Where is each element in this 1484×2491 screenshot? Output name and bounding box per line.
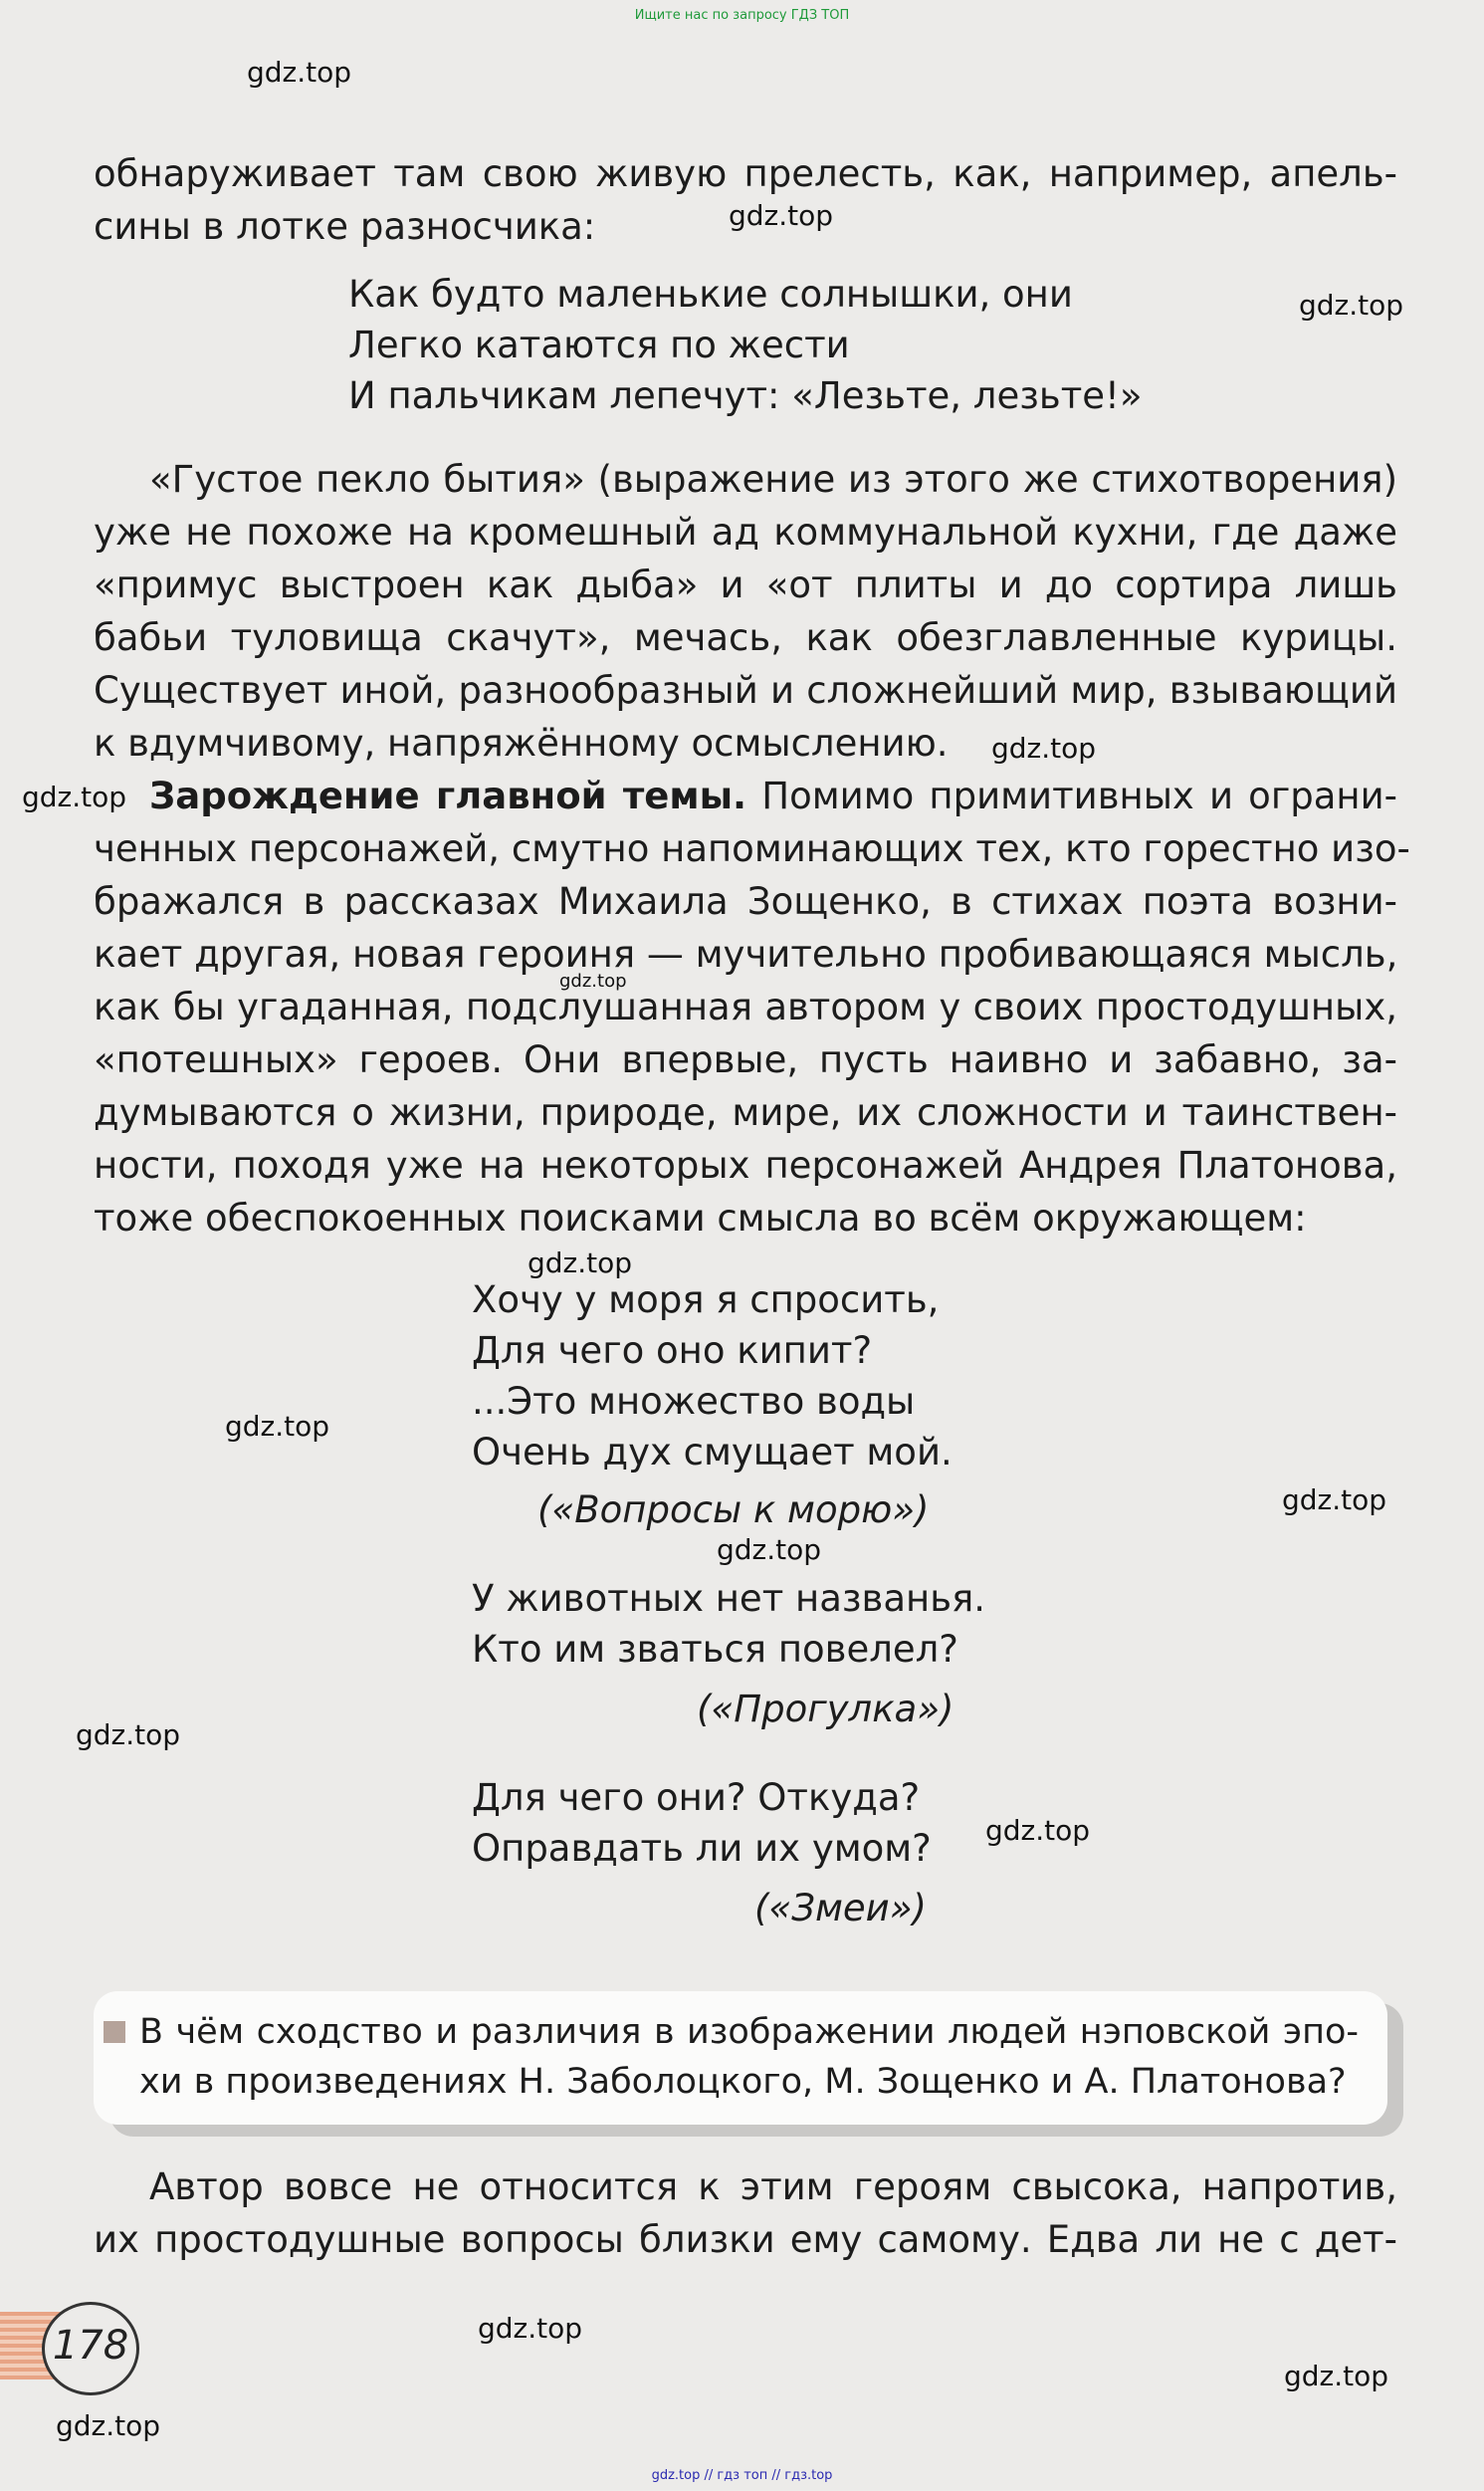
watermark: gdz.top xyxy=(985,1814,1091,1847)
bottom-banner: gdz.top // гдз топ // гдз.top xyxy=(651,2468,833,2483)
verse-line: Как будто маленькие солнышки, они xyxy=(348,273,1073,316)
watermark: gdz.top xyxy=(729,199,834,232)
text-line: уже не похоже на кромешный ад коммунальной кухни, где даже xyxy=(94,511,1397,554)
text-line: «Густое пекло бытия» (выражение из этого же стихотворения) xyxy=(149,458,1397,501)
text-fragment: Помимо примитивных и ограни- xyxy=(761,775,1398,817)
verse-line: Оправдать ли их умом? xyxy=(472,1827,932,1870)
poem-source: («Змеи») xyxy=(754,1887,927,1929)
text-line: тоже обеспокоенных поисками смысла во всём окружающем: xyxy=(94,1197,1307,1240)
watermark: gdz.top xyxy=(56,2409,161,2442)
text-line: Существует иной, разнообразный и сложнейший мир, взывающий xyxy=(94,669,1397,712)
text-line: «примус выстроен как дыба» и «от плиты и до сортира лишь xyxy=(94,564,1397,606)
poem-source: («Вопросы к морю») xyxy=(537,1488,930,1531)
page-number: 178 xyxy=(52,2323,129,2369)
verse-line: Для чего они? Откуда? xyxy=(472,1776,921,1819)
verse-line: У животных нет названья. xyxy=(472,1577,986,1620)
text-line: обнаруживает там свою живую прелесть, как, например, апель- xyxy=(94,152,1397,195)
watermark: gdz.top xyxy=(559,971,627,992)
text-line: бражался в рассказах Михаила Зощенко, в стихах поэта возни- xyxy=(94,880,1397,923)
top-banner: Ищите нас по запросу ГДЗ ТОП xyxy=(634,8,850,23)
watermark: gdz.top xyxy=(528,1246,633,1279)
watermark: gdz.top xyxy=(1299,289,1404,322)
watermark: gdz.top xyxy=(225,1410,330,1443)
text-line: к вдумчивому, напряжённому осмыслению. xyxy=(94,722,949,765)
text-line: ченных персонажей, смутно напоминающих тех, кто горестно изо- xyxy=(94,827,1410,870)
square-bullet-icon xyxy=(104,2021,125,2043)
text-line: ности, походя уже на некоторых персонажей Андрея Платонова, xyxy=(94,1144,1397,1187)
text-line: «потешных» героев. Они впервые, пусть наивно и забавно, за- xyxy=(94,1038,1397,1081)
verse-line: Легко катаются по жести xyxy=(348,324,850,366)
text-line: бабьи туловища скачут», мечась, как обезглавленные курицы. xyxy=(94,616,1397,659)
text-line: кает другая, новая героиня — мучительно пробивающаяся мысль, xyxy=(94,933,1398,976)
text-line xyxy=(94,770,1397,822)
text-line: их простодушные вопросы близки ему самому. Едва ли не с дет- xyxy=(94,2218,1397,2261)
watermark: gdz.top xyxy=(1282,1483,1387,1516)
watermark: gdz.top xyxy=(717,1533,822,1566)
text-line: сины в лотке разносчика: xyxy=(94,205,596,248)
watermark: gdz.top xyxy=(478,2312,583,2345)
watermark: gdz.top xyxy=(76,1718,181,1751)
question-line: хи в произведениях Н. Заболоцкого, М. Зощенко и А. Платонова? xyxy=(139,2062,1347,2102)
verse-line: Для чего оно кипит? xyxy=(472,1329,873,1372)
question-line: В чём сходство и различия в изображении людей нэповской эпо- xyxy=(139,2012,1359,2052)
watermark: gdz.top xyxy=(991,732,1097,765)
verse-line: Очень дух смущает мой. xyxy=(472,1431,953,1473)
text-line: думываются о жизни, природе, мире, их сложности и таинствен- xyxy=(94,1091,1397,1134)
verse-line: ...Это множество воды xyxy=(472,1380,916,1423)
verse-line: И пальчикам лепечут: «Лезьте, лезьте!» xyxy=(348,374,1143,417)
watermark: gdz.top xyxy=(247,56,352,89)
watermark: gdz.top xyxy=(1284,2360,1389,2392)
poem-source: («Прогулка») xyxy=(697,1688,954,1730)
verse-line: Хочу у моря я спросить, xyxy=(472,1278,940,1321)
watermark: gdz.top xyxy=(22,781,127,813)
text-line: Автор вовсе не относится к этим героям свысока, напротив, xyxy=(149,2165,1397,2208)
section-heading: Зарождение главной темы. xyxy=(149,775,747,817)
verse-line: Кто им зваться повелел? xyxy=(472,1628,958,1671)
text-line: как бы угаданная, подслушанная автором у своих простодушных, xyxy=(94,986,1397,1028)
